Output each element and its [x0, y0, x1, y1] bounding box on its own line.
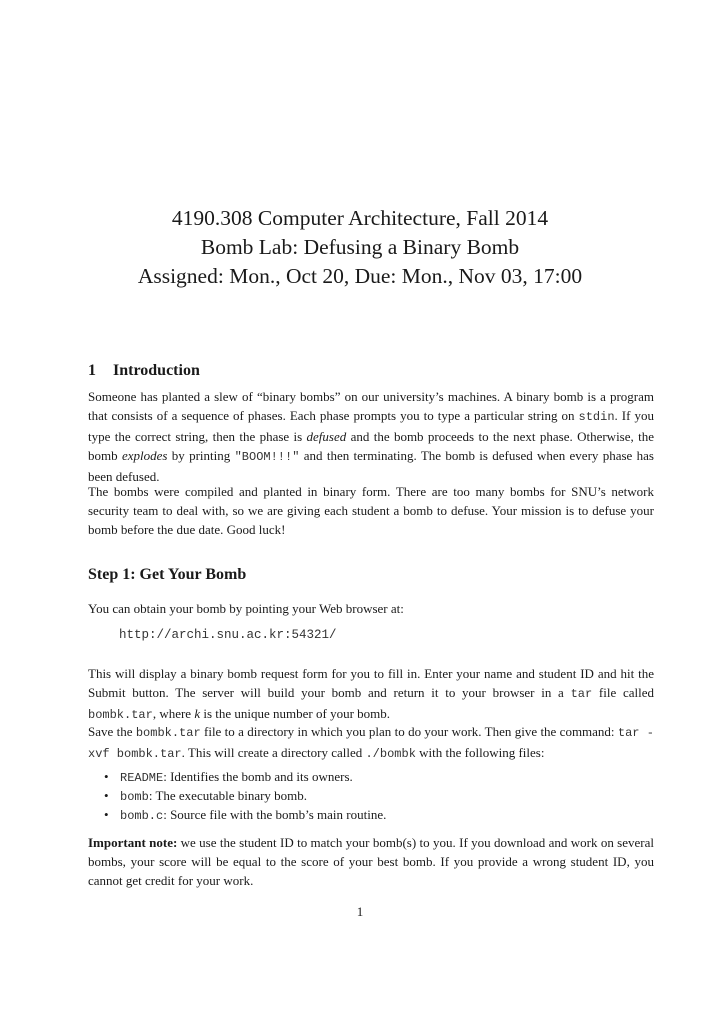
document-title — [0, 204, 720, 291]
section-heading-introduction — [88, 362, 200, 380]
list-item — [104, 806, 386, 825]
file-name: README — [120, 771, 164, 785]
page-number: 1 — [356, 904, 364, 919]
file-description: : Identifies the bomb and its owners. — [163, 769, 353, 784]
code-bombk-tar: bombk.tar — [88, 708, 153, 722]
bomb-request-url: http://archi.snu.ac.kr:54321/ — [119, 628, 337, 642]
code-tar-command: tar -xvf bombk.tar — [88, 726, 654, 761]
code-stdin: stdin — [578, 410, 615, 424]
section-heading-step1: Step 1: Get Your Bomb — [88, 566, 247, 583]
bullet-icon: • — [104, 807, 109, 822]
step1-paragraph-3: Save the bombk.tar file to a directory in which you plan to do your work. Then give the command: tar -xvf bombk.tar. This will create a directory called ./bombk with the following files: — [88, 724, 654, 761]
intro-paragraph-1: Someone has planted a slew of “binary bombs” on our university’s machines. A binary bomb is a program that consists of a sequence of phases. Each phase prompts you to type a particular string on stdin. If you type the correct string, then the phase is defused and the bomb proceeds to the next phase. Otherwise, the bomb explodes by printing "BOOM!!!" and then terminating. The bomb is defused when every phase has been defused. — [88, 389, 654, 484]
bullet-icon: • — [104, 769, 109, 784]
file-description: : The executable binary bomb. — [148, 788, 308, 803]
emphasis-explodes: explodes — [121, 448, 168, 463]
emphasis-k: k — [194, 706, 201, 721]
step1-paragraph-2: This will display a binary bomb request form for you to fill in. Enter your name and student ID and hit the Submit button. The server will build your bomb and return it to your browser in a tar file called bombk.tar, where k is the unique number of your bomb. — [88, 666, 654, 722]
file-name: bomb.c — [120, 809, 164, 823]
code-bombk-dir: ./bombk — [365, 747, 416, 761]
intro-paragraph-2: The bombs were compiled and planted in binary form. There are too many bombs for SNU’s network security team to deal with, so we are giving each student a bomb to defuse. Your mission is to defuse your bomb before the due date. Good luck! — [88, 484, 654, 537]
bullet-icon: • — [104, 788, 109, 803]
important-note-label: Important note: — [88, 835, 178, 850]
section-title: Introduction — [113, 362, 200, 379]
section-number: 1 — [88, 362, 96, 379]
list-item — [104, 787, 386, 806]
step1-paragraph-1: You can obtain your bomb by pointing your Web browser at: — [88, 601, 404, 616]
title-line-dates: Assigned: Mon., Oct 20, Due: Mon., Nov 03, 17:00 — [137, 264, 583, 288]
code-bombk-tar-2: bombk.tar — [135, 726, 201, 740]
emphasis-defused: defused — [306, 429, 347, 444]
code-tar: tar — [570, 687, 593, 701]
list-item — [104, 768, 386, 787]
title-line-course: 4190.308 Computer Architecture, Fall 2014 — [171, 206, 549, 230]
code-boom: "BOOM!!!" — [234, 450, 300, 464]
important-note: Important note: we use the student ID to match your bomb(s) to you. If you download and work on several bombs, your score will be equal to the score of your best bomb. If you provide a wrong student ID, you cannot get credit for your work. — [88, 835, 654, 888]
file-description: : Source file with the bomb’s main routine. — [163, 807, 387, 822]
file-list — [104, 768, 386, 825]
title-line-lab: Bomb Lab: Defusing a Binary Bomb — [200, 235, 520, 259]
file-name: bomb — [120, 790, 149, 804]
